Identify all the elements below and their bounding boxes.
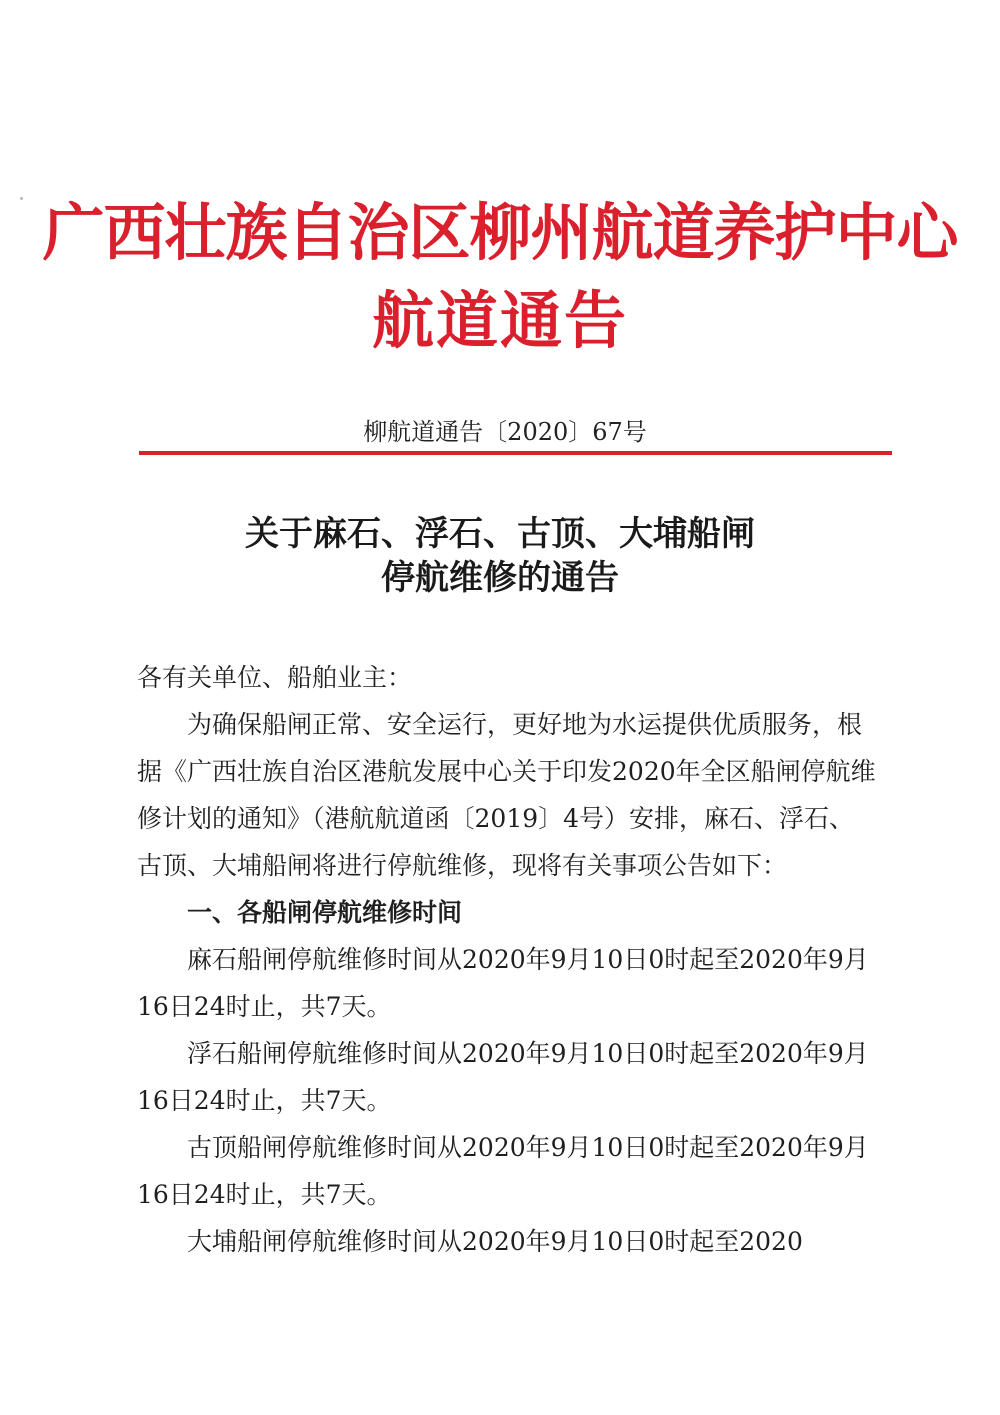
notice-title: [0, 512, 1000, 600]
schedule-paragraph-guding: 古顶船闸停航维修时间从2020年9月10日0时起至2020年9月16日24时止，共7天。: [137, 1133, 869, 1209]
scan-speck: [20, 197, 23, 200]
notice-title-line-1: 关于麻石、浮石、古顶、大埔船闸: [245, 514, 755, 554]
document-type-title: 航道通告: [371, 284, 628, 357]
intro-paragraph: 为确保船闸正常、安全运行，更好地为水运提供优质服务，根据《广西壮族自治区港航发展中心关于印发2020年全区船闸停航维修计划的通知》（港航航道函〔2019〕4号）安排，麻石、浮石、古顶、大埔船闸将进行停航维修，现将有关事项公告如下：: [137, 710, 876, 880]
schedule-paragraph-fushi: 浮石船闸停航维修时间从2020年9月10日0时起至2020年9月16日24时止，共7天。: [137, 1039, 869, 1115]
salutation: 各有关单位、船舶业主：: [137, 663, 413, 692]
red-divider-line: [139, 451, 892, 455]
section-heading-1: 一、各船闸停航维修时间: [187, 898, 463, 927]
notice-title-line-2: 停航维修的通告: [381, 558, 619, 598]
schedule-paragraph-dabu: 大埔船闸停航维修时间从2020年9月10日0时起至2020: [187, 1227, 803, 1256]
schedule-paragraph-mashi: 麻石船闸停航维修时间从2020年9月10日0时起至2020年9月16日24时止，共7天。: [137, 945, 869, 1021]
notice-body: [137, 654, 877, 1265]
document-number: 柳航道通告〔2020〕67号: [363, 418, 647, 446]
issuing-organization: 广西壮族自治区柳州航道养护中心: [42, 196, 958, 269]
